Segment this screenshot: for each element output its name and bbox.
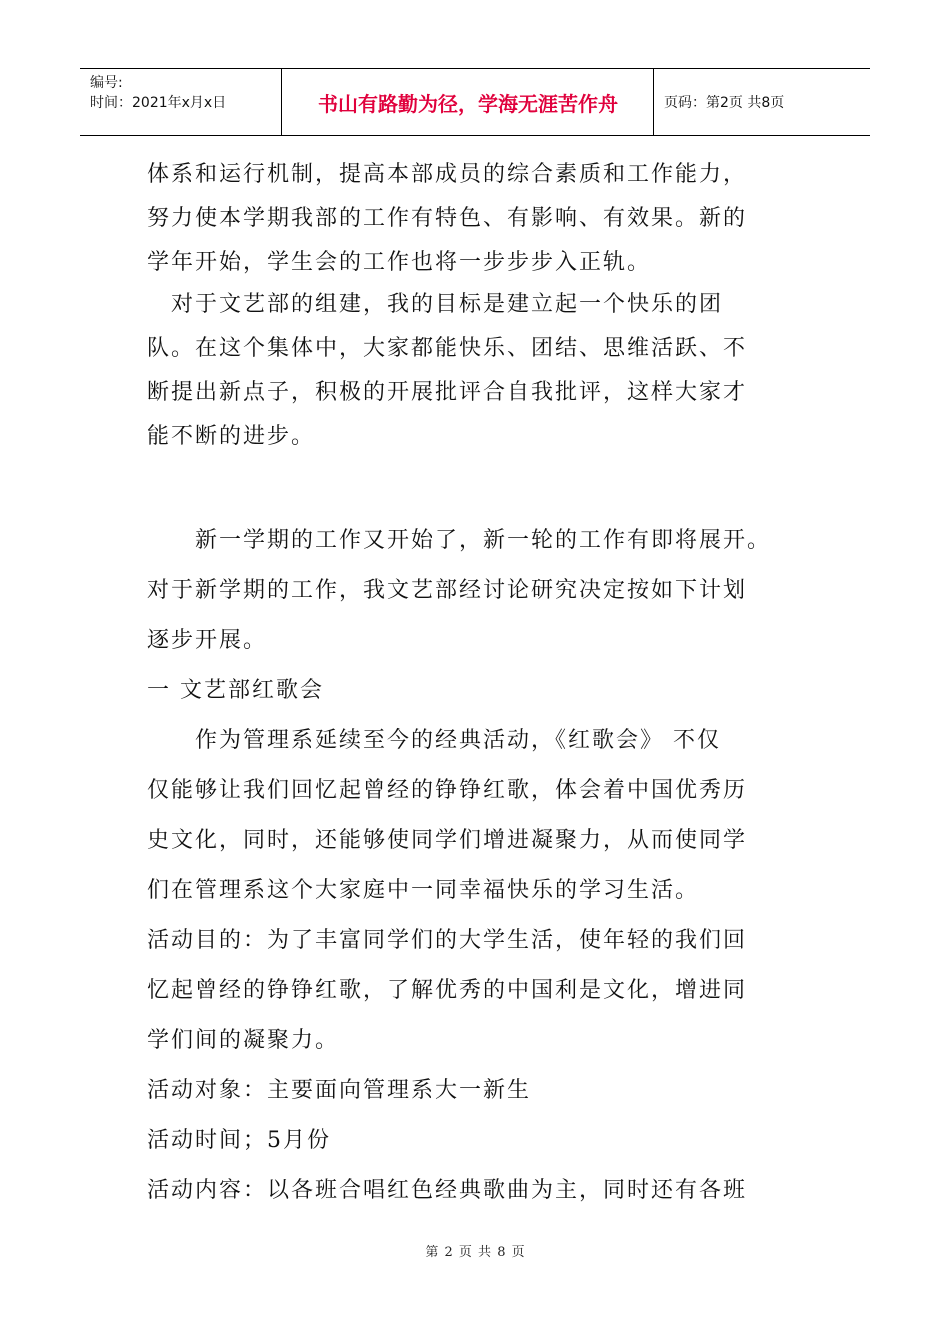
body-line: 对于文艺部的组建，我的目标是建立起一个快乐的团	[147, 292, 724, 317]
body-line: 史文化，同时，还能够使同学们增进凝聚力，从而使同学	[147, 828, 748, 853]
body-line: 活动对象：主要面向管理系大一新生	[147, 1078, 532, 1103]
body-line: 体系和运行机制，提高本部成员的综合素质和工作能力，	[147, 162, 748, 187]
header-motto: 书山有路勤为径，学海无涯苦作舟	[318, 92, 618, 116]
body-line: 队。在这个集体中，大家都能快乐、团结、思维活跃、不	[147, 336, 748, 361]
body-line: 对于新学期的工作，我文艺部经讨论研究决定按如下计划	[147, 578, 748, 603]
body-line: 作为管理系延续至今的经典活动，《红歌会》 不仅	[147, 728, 721, 753]
document-date-label: 时间：2021年x月x日	[90, 95, 227, 111]
body-line: 学们间的凝聚力。	[147, 1028, 340, 1053]
page-footer: 第 2 页 共 8 页	[425, 1245, 525, 1260]
section-heading: 一 文艺部红歌会	[147, 678, 324, 703]
body-line: 新一学期的工作又开始了，新一轮的工作有即将展开。	[147, 528, 772, 553]
body-line: 学年开始，学生会的工作也将一步步步入正轨。	[147, 250, 652, 275]
body-line: 逐步开展。	[147, 628, 268, 653]
body-line: 活动目的：为了丰富同学们的大学生活，使年轻的我们回	[147, 928, 748, 953]
body-line: 能不断的进步。	[147, 424, 316, 449]
body-line: 忆起曾经的铮铮红歌，了解优秀的中国利是文化，增进同	[147, 978, 748, 1003]
body-line: 们在管理系这个大家庭中一同幸福快乐的学习生活。	[147, 878, 700, 903]
body-line: 努力使本学期我部的工作有特色、有影响、有效果。新的	[147, 206, 748, 231]
body-line: 活动时间；5月份	[147, 1128, 331, 1153]
header-page-number: 页码：第2页 共8页	[664, 95, 785, 111]
body-line: 活动内容：以各班合唱红色经典歌曲为主，同时还有各班	[147, 1178, 748, 1203]
body-line: 断提出新点子，积极的开展批评合自我批评，这样大家才	[147, 380, 748, 405]
body-line: 仅能够让我们回忆起曾经的铮铮红歌，体会着中国优秀历	[147, 778, 748, 803]
document-number-label: 编号:	[90, 75, 123, 91]
